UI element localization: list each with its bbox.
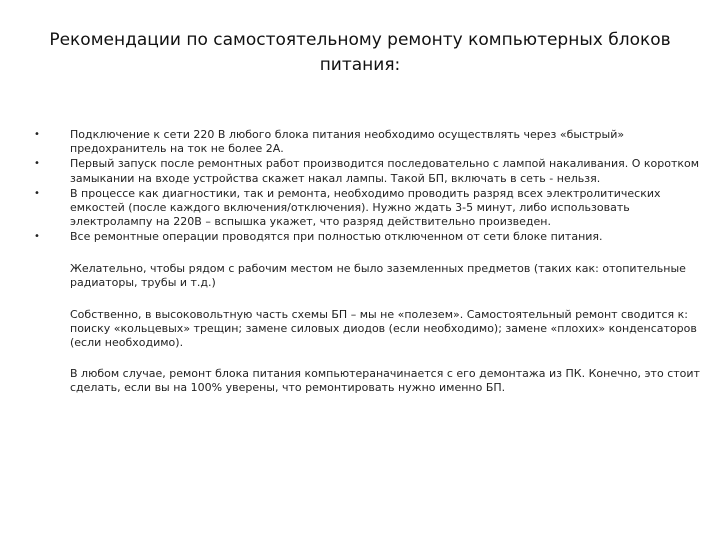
- paragraph-removal: В любом случае, ремонт блока питания компьютераначинается с его демонтажа из ПК. Конечно, это стоит сделать, если вы на 100% уверены, что ремонтировать нужно именно БП.: [70, 366, 700, 394]
- slide-title: Рекомендации по самостоятельному ремонту компьютерных блоков питания:: [49, 30, 671, 75]
- bullet-item: • Первый запуск после ремонтных работ производится последовательно с лампой накаливания. О коротком замыкании на входе устройства скажет накал лампы. Такой БП, включать в сеть - нельзя.: [70, 157, 710, 185]
- paragraph-scope: Собственно, в высоковольтную часть схемы БП – мы не «полезем». Самостоятельный ремонт сводится к: поиску «кольцевых» трещин; замене силовых диодов (если необходимо); замене «плохих» конденсаторов (если необходимо).: [70, 308, 697, 350]
- bullet-item: • В процессе как диагностики, так и ремонта, необходимо проводить разряд всех электролитических емкостей (после каждого включения/отключения). Нужно ждать 3-5 минут, либо использовать электролампу на 220В – вспышка укажет, что разряд действительно произведен.: [70, 187, 710, 230]
- bullet-item: • Все ремонтные операции проводятся при полностью отключенном от сети блоке питания.: [70, 230, 710, 244]
- slide-content: [70, 128, 710, 395]
- bullet-item: • Подключение к сети 220 В любого блока питания необходимо осуществлять через «быстрый» предохранитель на ток не более 2А.: [70, 128, 710, 156]
- bullet-list: [70, 128, 710, 245]
- paragraph-grounding: Желательно, чтобы рядом с рабочим местом не было заземленных предметов (таких как: отопительные радиаторы, трубы и т.д.): [70, 261, 686, 289]
